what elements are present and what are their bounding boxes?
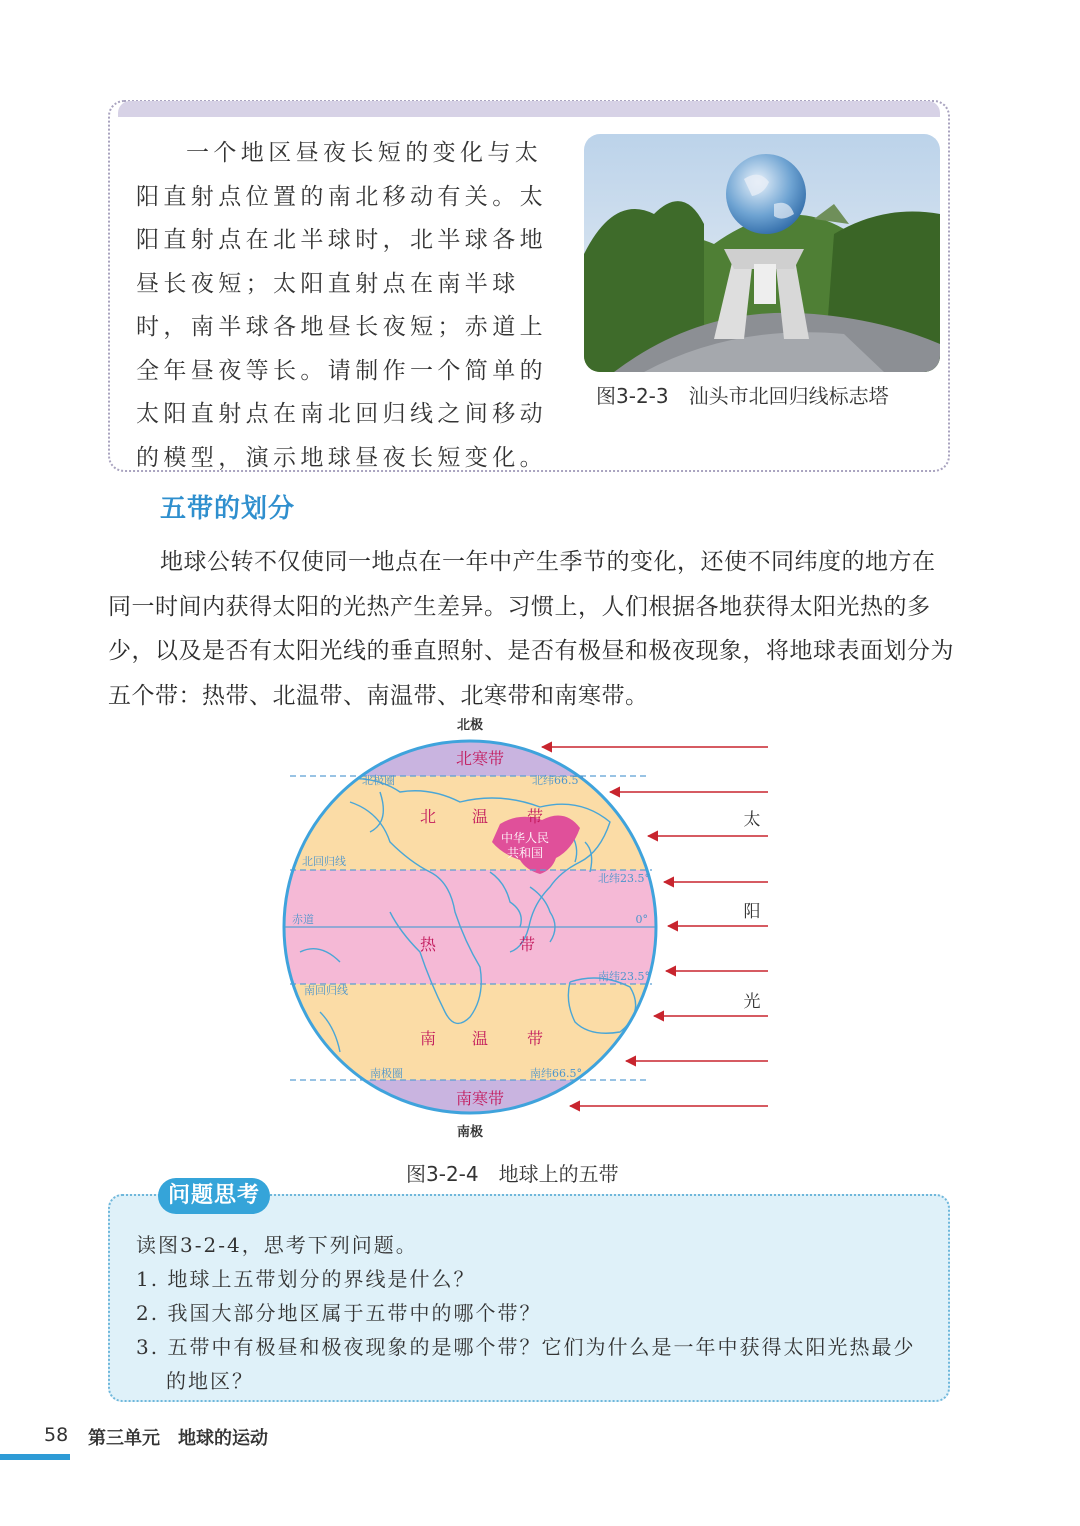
- question-3: 3. 五带中有极昼和极夜现象的是哪个带？它们为什么是一年中获得太阳光热最少的地区？: [136, 1335, 916, 1393]
- tropic-of-capricorn-label: 南回归线: [304, 984, 348, 997]
- north-pole-label: 北极: [456, 718, 484, 733]
- section-body-text: 地球公转不仅使同一地点在一年中产生季节的变化，还使不同纬度的地方在同一时间内获得太阳的光热产生差异。习惯上，人们根据各地获得太阳光热的多少，以及是否有太阳光线的垂直照射、是否有极昼和极夜现象，将地球表面划分为五个带：热带、北温带、南温带、北寒带和南寒带。: [108, 549, 954, 709]
- unit-title: 第三单元 地球的运动: [88, 1428, 268, 1449]
- landmark-photo: [584, 134, 940, 372]
- equator-lat-label: 0°: [635, 913, 648, 926]
- south-temperate-char-1: 南: [419, 1029, 437, 1048]
- think-tab-label: 问题思考: [158, 1178, 270, 1214]
- question-2: 2. 我国大部分地区属于五带中的哪个带？: [136, 1301, 542, 1325]
- figure-caption: 图3-2-4 地球上的五带: [406, 1162, 619, 1186]
- think-intro: 读图3-2-4，思考下列问题。: [136, 1233, 418, 1257]
- china-label-line-2: 共和国: [506, 846, 544, 860]
- north-frigid-zone-label: 北寒带: [455, 749, 505, 768]
- activity-text: 一个地区昼夜长短的变化与太阳直射点位置的南北移动有关。太阳直射点在北半球时，北半球各地昼长夜短；太阳直射点在南半球时，南半球各地昼长夜短；赤道上全年昼夜等长。请制作一个简单的太阳直射点在南北回归线之间移动的模型，演示地球昼夜长短变化。: [136, 140, 547, 471]
- north-temperate-char-2: 温: [471, 807, 489, 826]
- footer-accent-bar: [0, 1454, 70, 1460]
- arctic-lat-label: 北纬66.5°: [532, 774, 584, 787]
- south-frigid-zone-label: 南寒带: [455, 1089, 505, 1108]
- north-temperate-char-3: 带: [526, 807, 544, 826]
- page-number: 58: [44, 1424, 69, 1446]
- south-temperate-char-2: 温: [471, 1029, 489, 1048]
- five-zones-figure: [280, 712, 780, 1142]
- china-label-line-1: 中华人民: [500, 831, 550, 845]
- sunlight-label-char-1: 太: [743, 810, 761, 830]
- tropical-char-1: 热: [419, 935, 437, 954]
- antarctic-lat-label: 南纬66.5°: [530, 1067, 582, 1080]
- north-temperate-char-1: 北: [419, 807, 437, 826]
- activity-box: [108, 100, 950, 472]
- think-questions: [136, 1228, 936, 1398]
- sunlight-label-char-2: 阳: [743, 902, 761, 922]
- tropic-of-cancer-label: 北回归线: [302, 855, 346, 868]
- arctic-circle-label: 北极圈: [362, 774, 395, 787]
- south-temperate-char-3: 带: [526, 1029, 544, 1048]
- section-title: 五带的划分: [160, 494, 296, 524]
- capricorn-lat-label: 南纬23.5°: [598, 970, 650, 983]
- antarctic-circle-label: 南极圈: [370, 1067, 403, 1080]
- equator-label: 赤道: [292, 913, 314, 926]
- question-1: 1. 地球上五带划分的界线是什么？: [136, 1267, 476, 1291]
- tropical-char-2: 带: [518, 935, 536, 954]
- activity-box-header-bar: [118, 101, 940, 117]
- cancer-lat-label: 北纬23.5°: [598, 872, 650, 885]
- sunlight-label-char-3: 光: [743, 992, 761, 1012]
- photo-caption: 图3-2-3 汕头市北回归线标志塔: [596, 384, 889, 408]
- south-pole-label: 南极: [456, 1125, 484, 1140]
